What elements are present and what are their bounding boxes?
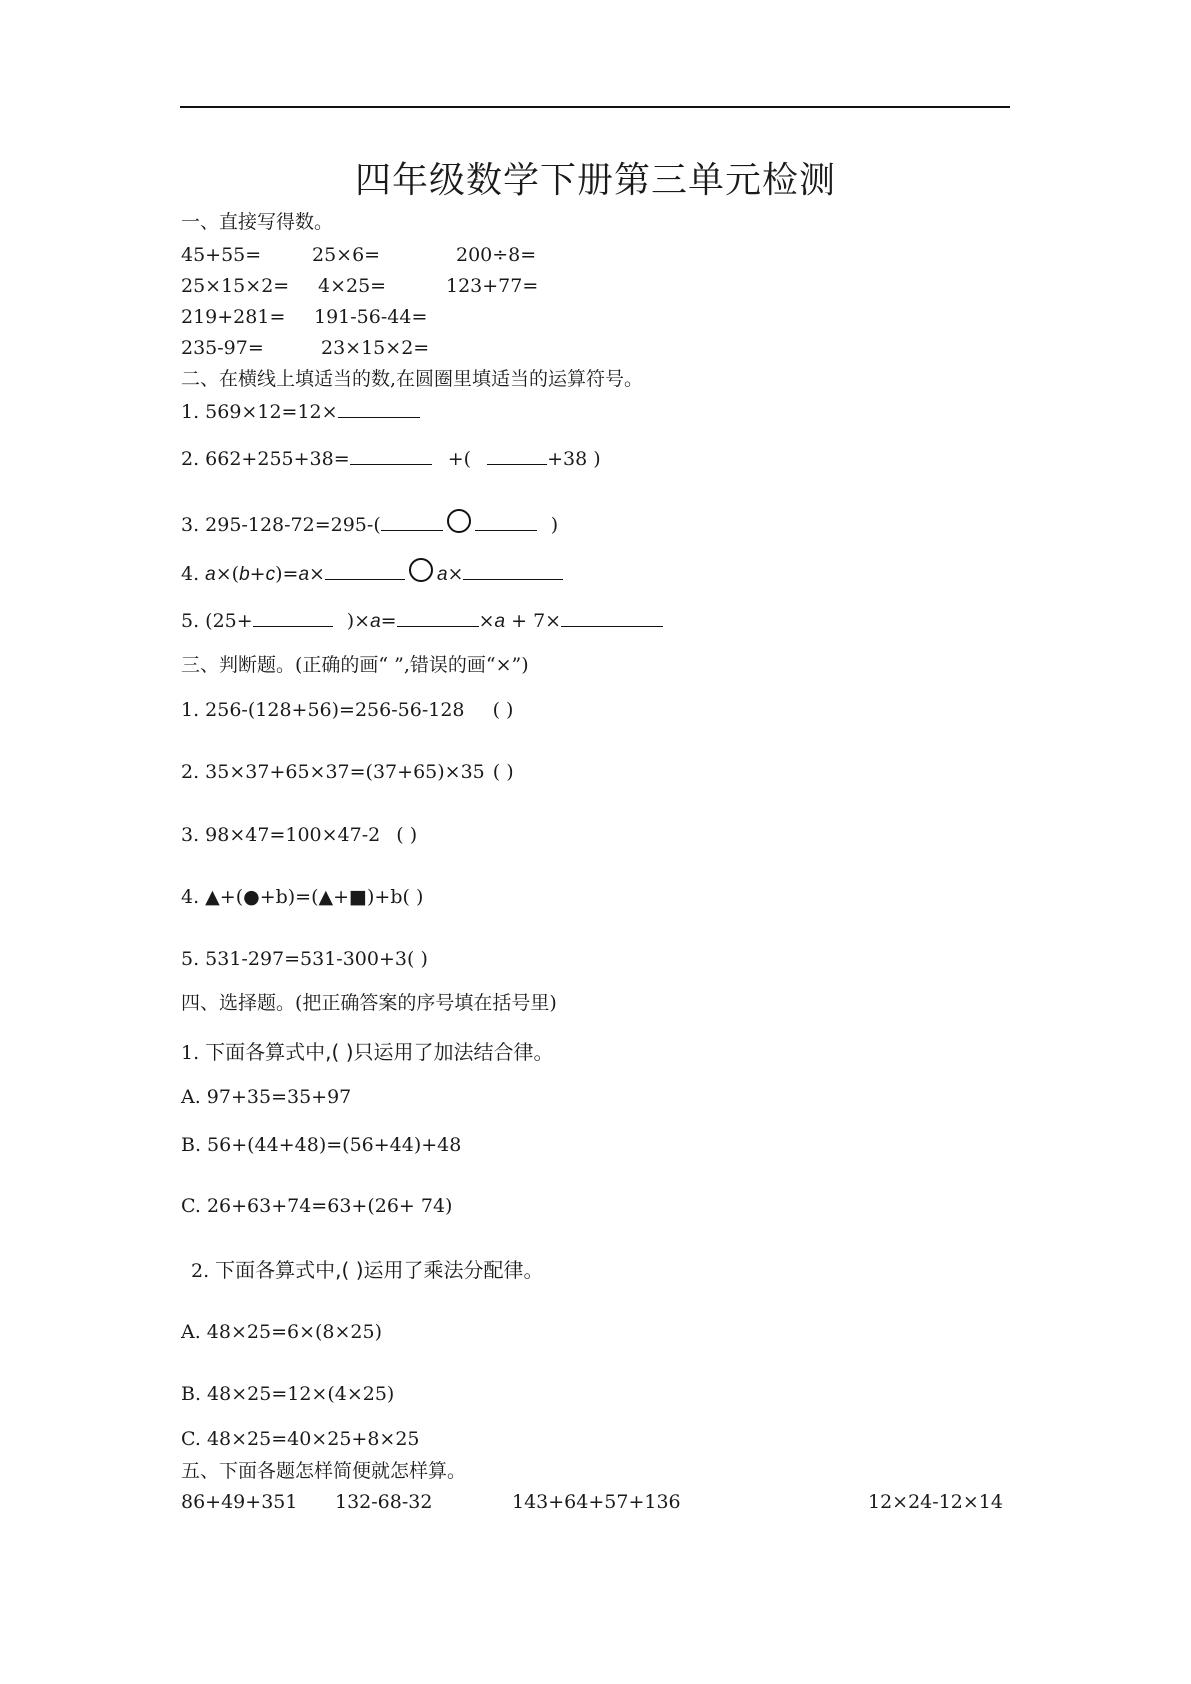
answer-paren[interactable]: ( ) (396, 824, 418, 846)
fill-question-3 (181, 509, 558, 537)
choice-option[interactable]: A. 97+35=35+97 (181, 1086, 352, 1108)
question-stem: 下面各算式中,( )只运用了加法结合律。 (205, 1040, 554, 1064)
question-text: × (447, 563, 464, 585)
problem: 123+77= (446, 275, 539, 297)
choice-question (181, 1040, 554, 1065)
fill-question-2 (181, 446, 601, 471)
question-text: +38 ) (547, 448, 601, 470)
judge-statement: 3. 98×47=100×47-2 (181, 824, 381, 846)
var-a: a (494, 611, 506, 632)
question-text: + (249, 563, 266, 585)
answer-blank[interactable] (397, 608, 479, 627)
problem: 219+281= (181, 306, 286, 328)
choice-option[interactable]: B. 48×25=12×(4×25) (181, 1383, 395, 1405)
problem: 45+55= (181, 244, 262, 266)
problem: 4×25= (318, 275, 387, 297)
question-text: ×( (215, 563, 240, 585)
section1-heading: 一、直接写得数。 (181, 211, 334, 233)
question-text: +( (447, 448, 472, 470)
header-rule (180, 106, 1010, 108)
question-text: )= (275, 563, 299, 585)
question-text: 2. 662+255+38= (181, 448, 350, 470)
question-number: 2. (191, 1260, 216, 1282)
problem: 191-56-44= (314, 306, 428, 328)
question-text: )× (346, 610, 371, 632)
fill-question-1 (181, 399, 420, 424)
judge-item (181, 947, 428, 971)
answer-blank[interactable] (475, 512, 537, 531)
answer-blank[interactable] (487, 446, 547, 465)
question-text: + 7× (505, 610, 562, 632)
answer-blank[interactable] (253, 608, 333, 627)
judge-statement: 5. 531-297=531-300+3 (181, 948, 407, 970)
answer-blank[interactable] (350, 446, 432, 465)
question-text: 5. (25+ (181, 610, 253, 632)
choice-option[interactable]: C. 48×25=40×25+8×25 (181, 1428, 420, 1450)
var-c: c (265, 564, 276, 585)
question-text: = (380, 610, 397, 632)
judge-item (181, 698, 513, 722)
choice-option[interactable]: C. 26+63+74=63+(26+ 74) (181, 1195, 453, 1217)
judge-statement: 2. 35×37+65×37=(37+65)×35 (181, 761, 485, 783)
problem: 200÷8= (456, 244, 537, 266)
question-number: 4. (181, 563, 206, 585)
question-stem: 下面各算式中,( )运用了乘法分配律。 (215, 1258, 544, 1282)
question-text: 1. 569×12=12× (181, 401, 338, 423)
judge-statement: 4. ▲+(●+b)=(▲+■)+b (181, 886, 403, 908)
fill-question-5 (181, 608, 663, 634)
section3-heading: 三、判断题。(正确的画“ ”,错误的画“×”) (181, 654, 529, 676)
judge-item (181, 823, 417, 847)
answer-paren[interactable]: ( ) (402, 886, 424, 908)
operator-circle[interactable] (409, 558, 433, 582)
operator-circle[interactable] (447, 509, 471, 533)
question-number: 1. (181, 1042, 206, 1064)
section2-heading: 二、在横线上填适当的数,在圆圈里填适当的运算符号。 (181, 368, 644, 390)
problem: 235-97= (181, 337, 264, 359)
answer-blank[interactable] (463, 561, 563, 580)
problem: 23×15×2= (321, 337, 430, 359)
choice-question (191, 1258, 544, 1283)
question-text: 3. 295-128-72=295-( (181, 514, 381, 536)
judge-item (181, 760, 514, 784)
calc-problem: 143+64+57+136 (512, 1491, 681, 1513)
problem: 25×6= (312, 244, 381, 266)
answer-paren[interactable]: ( ) (492, 699, 514, 721)
section4-heading: 四、选择题。(把正确答案的序号填在括号里) (181, 992, 557, 1014)
choice-option[interactable]: A. 48×25=6×(8×25) (181, 1321, 383, 1343)
answer-paren[interactable]: ( ) (492, 761, 514, 783)
answer-blank[interactable] (561, 608, 663, 627)
question-text: ) (550, 514, 559, 536)
answer-blank[interactable] (381, 512, 443, 531)
answer-blank[interactable] (325, 561, 405, 580)
var-b: b (239, 564, 250, 585)
judge-item (181, 885, 423, 909)
answer-blank[interactable] (338, 399, 420, 418)
section5-heading: 五、下面各题怎样简便就怎样算。 (181, 1460, 467, 1482)
var-a: a (436, 564, 448, 585)
problem: 25×15×2= (181, 275, 290, 297)
var-a: a (298, 564, 310, 585)
question-text: × (478, 610, 495, 632)
judge-statement: 1. 256-(128+56)=256-56-128 (181, 699, 465, 721)
fill-question-4 (181, 558, 563, 587)
question-text: × (309, 563, 325, 585)
page-title: 四年级数学下册第三单元检测 (354, 160, 836, 201)
var-a: a (205, 564, 216, 585)
calc-problem: 12×24-12×14 (868, 1491, 1003, 1513)
answer-paren[interactable]: ( ) (407, 948, 428, 970)
calc-problem: 86+49+351 (181, 1491, 298, 1513)
choice-option[interactable]: B. 56+(44+48)=(56+44)+48 (181, 1134, 462, 1156)
calc-problem: 132-68-32 (335, 1491, 433, 1513)
var-a: a (370, 611, 381, 632)
